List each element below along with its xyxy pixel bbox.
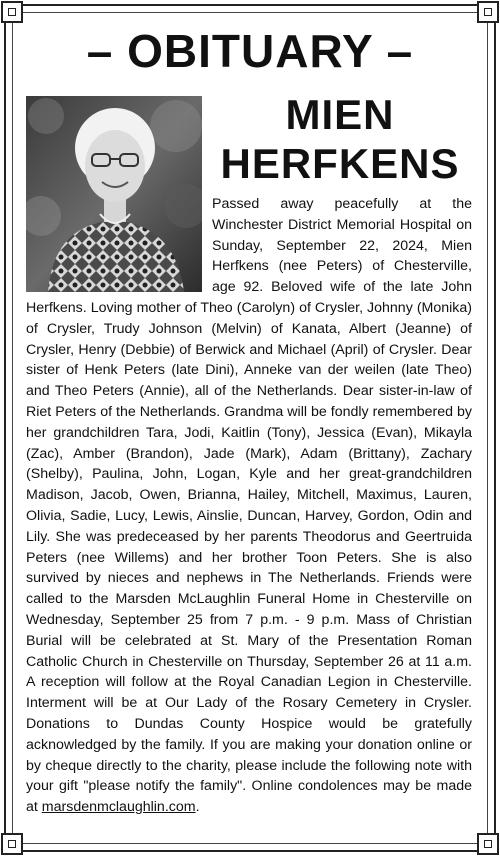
corner-ornament bbox=[477, 833, 499, 855]
photo-wrap-spacer bbox=[26, 194, 212, 296]
deceased-name bbox=[206, 90, 474, 188]
obituary-body bbox=[26, 194, 472, 818]
name-line: HERFKENS bbox=[220, 140, 460, 187]
name-line: MIEN bbox=[285, 91, 395, 138]
obituary-text: Passed away peacefully at the Winchester District Memorial Hospital on Sunday, September 22, 2024, Mien Herfkens (nee Peters) of Chesterville, age 92. Beloved wife of the late John Herfkens. Loving mother of Theo (Carolyn) of Crysler, Johnny (Monika) of Crysler, Trudy Johnson (Melvin) of Kanata, Albert (Jeanne) of Crysler, Henry (Debbie) of Berwick and Michael (April) of Crysler. Dear sister of Henk Peters (late Dini), Anneke van der weilen (late Theo) and Theo Peters (Annie), all of the Netherlands. Dear sister-in-law of Riet Peters of the Netherlands. Grandma will be fondly remembered by her grandchildren Tara, Jodi, Kaitlin (Tony), Jessica (Evan), Mikayla (Zac), Amber (Brandon), Jade (Mark), Adam (Brittany), Zachary (Shelby), Paulina, John, Logan, Kyle and her great-grandchildren Madison, Jacob, Owen, Brianna, Hailey, Mitchell, Maximus, Lauren, Olivia, Sadie, Lucy, Lewis, Ainslie, Duncan, Harvey, Gordon, Odin and Lily. She was predeceased by her parents Theodorus and Geertruida Peters (nee Willems) and her brother Toon Peters. She is also survived by nieces and nephews in The Netherlands. Friends were called to the Marsden McLaughlin Funeral Home in Chesterville on Wednesday, September 25 from 7 p.m. - 9 p.m. Mass of Christian Burial will be celebrated at St. Mary of the Presentation Roman Catholic Church in Chesterville on Thursday, September 26 at 11 a.m. A reception will follow at the Royal Canadian Legion in Chesterville. Interment will be at Our Lady of the Rosary Cemetery in Crysler. Donations to Dundas County Hospice would be gratefully acknowledged by the family. If you are making your donation online or by cheque directly to the charity, please include the following note with your gift "please notify the family". Online condolences may be made at bbox=[26, 196, 472, 816]
closing-period: . bbox=[195, 799, 200, 816]
corner-ornament bbox=[477, 1, 499, 23]
corner-ornament bbox=[1, 833, 23, 855]
funeral-home-website-link[interactable]: marsdenmclaughlin.com bbox=[41, 799, 196, 816]
corner-ornament bbox=[1, 1, 23, 23]
obituary-heading: – OBITUARY – bbox=[86, 25, 414, 77]
